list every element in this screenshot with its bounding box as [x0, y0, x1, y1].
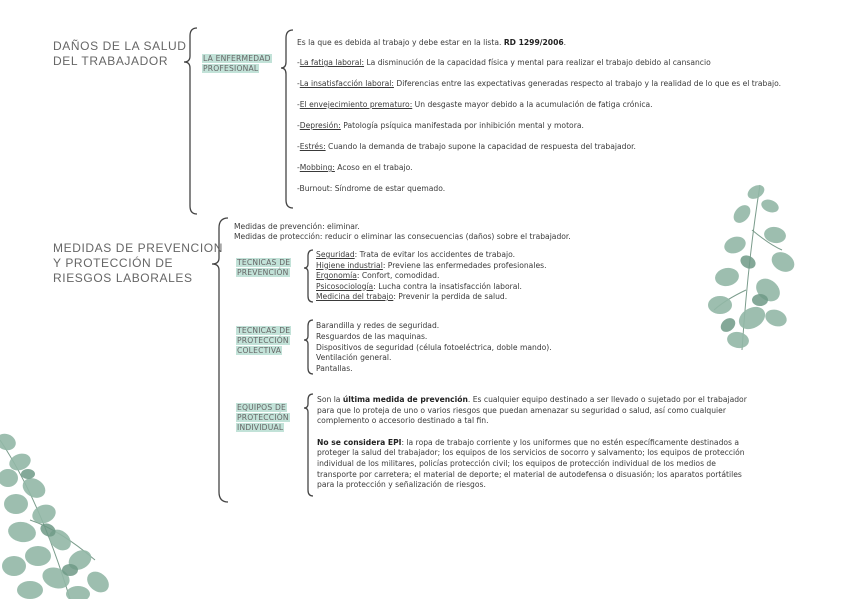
list-item: Pantallas.	[316, 364, 353, 374]
section1-intro: Es la que es debida al trabajo y debe estar en la lista. RD 1299/2006.	[297, 38, 567, 47]
individual-content	[317, 395, 747, 491]
colectiva-list	[316, 321, 646, 375]
list-item: Dispositivos de seguridad (célula fotoeléctrica, doble mando).	[316, 342, 552, 352]
prevencion-title: TECNICAS DE PREVENCIÓN	[237, 258, 291, 277]
list-item: -El envejecimiento prematuro: Un desgaste mayor debido a la acumulación de fatiga crónica.	[297, 100, 653, 109]
list-item: -Burnout: Síndrome de estar quemado.	[297, 184, 446, 193]
list-item: Ergonomía: Confort, comodidad.	[316, 271, 440, 280]
list-item: Resguardos de las maquinas.	[316, 331, 428, 341]
section2-title: MEDIDAS DE PREVENCION Y PROTECCIÓN DE RIESGOS LABORALES	[53, 241, 223, 285]
list-item: Medicina del trabajo: Prevenir la perdida de salud.	[316, 292, 508, 301]
list-item: -La fatiga laboral: La disminución de la capacidad física y mental para realizar el trabajo debido al cansancio	[297, 58, 711, 67]
section1-subtitle: LA ENFERMEDAD PROFESIONAL	[203, 54, 271, 73]
section2-intro: Medidas de prevención: eliminar. Medidas de protección: reducir o eliminar las consecuencias (daños) sobre el trabajador.	[234, 222, 571, 241]
individual-title: EQUIPOS DE PROTECCIÓN INDIVIDUAL	[237, 403, 289, 432]
prevencion-list	[316, 250, 616, 303]
list-item: -Mobbing: Acoso en el trabajo.	[297, 163, 413, 172]
section1-title: DAÑOS DE LA SALUD DEL TRABAJADOR	[53, 39, 187, 68]
list-item: -Depresión: Patología psíquica manifestada por inhibición mental y motora.	[297, 121, 584, 130]
list-item: Ventilación general.	[316, 353, 392, 363]
list-item: Higiene industrial: Previene las enfermedades profesionales.	[316, 260, 547, 270]
individual-paragraph-2: No se considera EPI: la ropa de trabajo corriente y los uniformes que no estén específicamente destinados a proteger la salud del trabajador; los equipos de los servicios de socorro y salvamento; los equipos de protección individual de los militares, policías protección civil; los equipos de protección individual de los medios de transporte por carretera; el material de deporte; el material de autodefensa o disuasión; los aparatos portátiles para la protección y señalización de riesgos.	[317, 437, 745, 490]
section1-content	[297, 38, 817, 194]
colectiva-title: TECNICAS DE PROTECCIÓN COLECTIVA	[237, 326, 291, 355]
list-item: Psicosociología: Lucha contra la insatisfacción laboral.	[316, 281, 522, 291]
list-item: -Estrés: Cuando la demanda de trabajo supone la capacidad de respuesta del trabajador.	[297, 142, 636, 151]
list-item: Seguridad: Trata de evitar los accidentes de trabajo.	[316, 250, 516, 259]
individual-paragraph-1: Son la última medida de prevención. Es cualquier equipo destinado a ser llevado o sujetado por el trabajador para que lo proteja de uno o varios riesgos que puedan amenazar su seguridad o salud, así como cualquier complemento o accesorio destinado a tal fin.	[317, 395, 747, 426]
list-item: -La insatisfacción laboral: Diferencias entre las expectativas generadas respecto al trabajo y la realidad de lo que es el trabajo.	[297, 79, 782, 88]
list-item: Barandilla y redes de seguridad.	[316, 321, 440, 330]
